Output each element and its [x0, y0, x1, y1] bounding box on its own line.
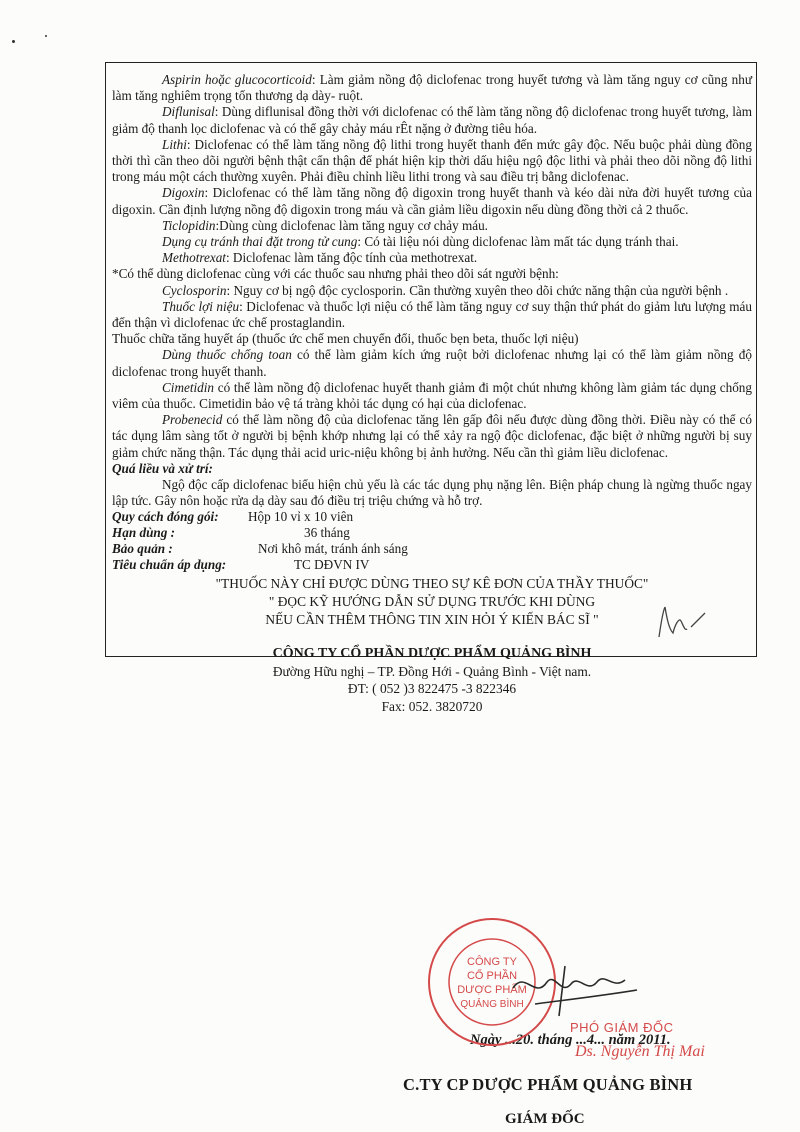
- seal-line-3: DƯỢC PHẨM: [457, 984, 527, 996]
- signing-date: Ngày ...20. tháng ...4... năm 2011.: [470, 1032, 671, 1048]
- scan-speck: [45, 35, 47, 37]
- interaction-aspirin: Aspirin hoặc glucocorticoid: Làm giảm nồng độ diclofenac trong huyết tương và làm tăng nguy cơ cũng như làm tăng nghiêm trọng tổn thương dạ dày- ruột.: [112, 72, 752, 104]
- overdose-text: Ngộ độc cấp diclofenac biểu hiện chủ yếu là các tác dụng phụ nặng lên. Biện pháp chung là ngừng thuốc ngay lập tức. Gây nôn hoặc rửa dạ dày sau đó điều trị triệu chứng và hỗ trợ.: [112, 477, 752, 509]
- interaction-cyclosporin: Cyclosporin: Nguy cơ bị ngộ độc cyclosporin. Cần thường xuyên theo dõi chức năng thận của người bệnh .: [162, 282, 729, 298]
- seal-line-2: CỔ PHẦN: [466, 970, 518, 982]
- seal-line-4: QUẢNG BÌNH: [460, 999, 524, 1010]
- notice-line: NẾU CẦN THÊM THÔNG TIN XIN HỎI Ý KIẾN BÁC SĨ ": [265, 612, 599, 628]
- interaction-diuretic: Thuốc lợi niệu: Diclofenac và thuốc lợi niệu có thể làm tăng nguy cơ suy thận thứ phát do giảm lưu lượng máu đến thận vì diclofenac ức chế prostaglandin.: [112, 298, 752, 331]
- company-name: CÔNG TY CỔ PHẦN DƯỢC PHẨM QUẢNG BÌNH: [272, 646, 592, 662]
- company-address: Đường Hữu nghị – TP. Đồng Hới - Quảng Bình - Việt nam.: [272, 663, 592, 679]
- interaction-digoxin: Digoxin: Diclofenac có thể làm tăng nồng độ digoxin trong huyết thanh và kéo dài nửa đời huyết tương của digoxin. Cần định lượng nồng độ digoxin trong máu và cần giảm liều digoxin nếu dùng đồng thời cả 2 thuốc.: [112, 185, 752, 217]
- interaction-probenecid: Probenecid có thể làm nồng độ của diclofenac tăng lên gấp đôi nếu được dùng đồng thời. Điều này có thể có tác dụng lâm sàng tốt ở người bị bệnh khớp nhưng lại có thể xảy ra ngộ độc diclofenac, đặc biệt ở những người bị suy giảm chức năng thận. Tác dụng thải acid uric-niệu không bị ảnh hưởng. Nếu cần thì giảm liều diclofenac.: [112, 412, 752, 460]
- company-phone: ĐT: ( 052 )3 822475 -3 822346: [347, 681, 517, 697]
- company-fax: Fax: 052. 3820720: [381, 698, 483, 714]
- signature-company: C.TY CP DƯỢC PHẨM QUẢNG BÌNH: [403, 1075, 693, 1094]
- director-signature: [505, 960, 645, 1020]
- packaging-value: Hộp 10 vỉ x 10 viên: [248, 509, 354, 525]
- packaging-row: [112, 509, 752, 525]
- deputy-title: PHÓ GIÁM ĐỐC: [570, 1020, 674, 1035]
- storage-row: [112, 541, 752, 557]
- shelf-life-label: Hạn dùng :: [112, 525, 176, 541]
- company-info: [112, 645, 752, 715]
- interaction-ticlopidin: Ticlopidin:Dùng cùng diclofenac làm tăng nguy cơ chảy máu.: [162, 217, 488, 233]
- interaction-lithi: Lithi: Diclofenac có thể làm tăng nồng độ lithi trong huyết thanh đến mức gây độc. Nếu buộc phải dùng đồng thời thì cần theo dõi người bệnh thật cẩn thận để phát hiện kịp thời dấu hiệu ngộ độc lithi và phải theo dõi nồng độ lithi trong máu một cách thường xuyên. Phải điều chỉnh liều lithi trong và sau điều trị bằng diclofenac.: [112, 136, 752, 185]
- storage-value: Nơi khô mát, tránh ánh sáng: [258, 541, 408, 557]
- packaging-label: Quy cách đóng gói:: [112, 509, 219, 525]
- deputy-name: Ds. Nguyễn Thị Mai: [575, 1043, 705, 1060]
- notice-line: "THUỐC NÀY CHỈ ĐƯỢC DÙNG THEO SỰ KÊ ĐƠN CỦA THẦY THUỐC": [215, 576, 649, 592]
- deputy-block: [565, 1020, 705, 1060]
- monitor-note: *Có thể dùng diclofenac cùng với các thuốc sau nhưng phải theo dõi sát người bệnh:: [112, 266, 559, 282]
- shelf-life-row: [112, 525, 752, 541]
- standard-row: [112, 557, 752, 573]
- interaction-cimetidin: Cimetidin có thể làm nồng độ diclofenac huyết thanh giảm đi một chút nhưng không làm giảm tác dụng chống viêm của thuốc. Cimetidin bảo vệ tá tràng khỏi tác dụng có hại của diclofenac.: [112, 379, 752, 412]
- director-title: GIÁM ĐỐC: [505, 1111, 585, 1127]
- standard-value: TC DĐVN IV: [294, 557, 370, 573]
- overdose-heading: Quá liều và xử trí:: [112, 460, 213, 476]
- scan-speck: [12, 40, 15, 43]
- standard-label: Tiêu chuẩn áp dụng:: [112, 557, 227, 573]
- interaction-diflunisal: Diflunisal: Dùng diflunisal đồng thời với diclofenac có thể làm tăng nồng độ diclofenac trong huyết tương, làm giảm độ thanh lọc diclofenac và có thể gây chảy máu rÊt nặng ở đường tiêu hóa.: [112, 104, 752, 136]
- shelf-life-value: 36 tháng: [304, 525, 350, 541]
- interaction-antacid: Dùng thuốc chống toan có thể làm giảm kích ứng ruột bởi diclofenac nhưng lại có thể làm giảm nồng độ diclofenac trong huyết thanh.: [112, 347, 752, 379]
- seal-line-1: CÔNG TY: [467, 956, 517, 968]
- interaction-antihypertensive: Thuốc chữa tăng huyết áp (thuốc ức chế men chuyển đổi, thuốc bẹn beta, thuốc lợi niệu): [112, 331, 579, 347]
- interaction-methotrexat: Methotrexat: Diclofenac làm tăng độc tính của methotrexat.: [162, 250, 478, 266]
- initials-scribble: [655, 603, 710, 643]
- interaction-iud: Dụng cụ tránh thai đặt trong tử cung: Có tài liệu nói dùng diclofenac làm mất tác dụng tránh thai.: [162, 234, 679, 250]
- notice-line: " ĐỌC KỸ HƯỚNG DẪN SỬ DỤNG TRƯỚC KHI DÙNG: [268, 594, 596, 610]
- storage-label: Bảo quản :: [112, 541, 173, 557]
